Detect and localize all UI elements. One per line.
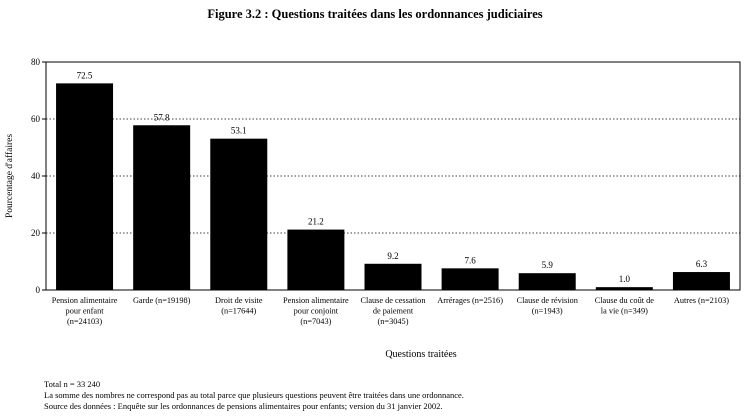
bar [210,139,267,290]
x-category-label: pour enfant [65,306,104,316]
x-category-label: Clause de révision [516,296,578,305]
bar-value-label: 21.2 [308,216,324,227]
x-category-label: Clause de cessation [360,296,426,305]
x-axis-label: Questions traitées [385,349,457,360]
x-category-label: la vie (n=349) [600,306,648,316]
bar-value-label: 6.3 [695,259,708,270]
source-note: Source des données : Enquête sur les ordonnances de pensions alimentaires pour enfants; version du 31 janvier 2002. [44,401,443,411]
x-category-label: (n=3045) [377,317,409,326]
x-category-label: (n=1943) [531,306,563,316]
chart-title: Figure 3.2 : Questions traitées dans les ordonnances judiciaires [207,7,543,21]
y-tick-label: 20 [31,228,40,238]
x-category-label: (n=17644) [221,306,257,316]
bar [365,264,422,290]
bar-value-label: 72.5 [76,70,93,81]
y-axis-label: Pourcentage d'affaires [5,133,15,219]
x-category-label: Garde (n=19198) [132,296,191,305]
sum-note: La somme des nombres ne correspond pas au total parce que plusieurs questions peuvent être traitées dans une ordonnance. [44,390,464,400]
bar [133,125,190,290]
x-category-label: de paiement [372,306,414,316]
bar [596,287,653,290]
x-category-label: (n=24103) [67,317,103,326]
x-category-label: Pension alimentaire [283,296,349,305]
bar-value-label: 5.9 [541,260,553,271]
y-tick-label: 40 [31,171,40,181]
bar [673,272,730,290]
y-tick-label: 60 [31,114,40,124]
bar-value-label: 53.1 [230,125,247,136]
bar [56,83,113,290]
bar-value-label: 1.0 [618,274,630,285]
chart-notes [44,379,464,412]
bar-value-label: 57.8 [153,112,170,123]
bar [519,273,576,290]
x-category-label: Clause du coût de [594,296,654,305]
y-tick-label: 0 [35,285,40,295]
x-category-label: Autres (n=2103) [673,296,730,305]
bar [442,268,499,290]
bar-value-label: 9.2 [387,250,399,261]
x-category-label: Pension alimentaire [51,296,118,305]
total-note: Total n = 33 240 [44,379,101,389]
bar-value-label: 7.6 [464,255,476,266]
bar [287,230,344,290]
x-category-label: (n=7043) [300,317,332,326]
x-category-label: Droit de visite [215,296,263,305]
x-category-label: Arrérages (n=2516) [437,296,503,305]
y-tick-label: 80 [31,57,40,67]
x-category-label: pour conjoint [293,306,339,316]
